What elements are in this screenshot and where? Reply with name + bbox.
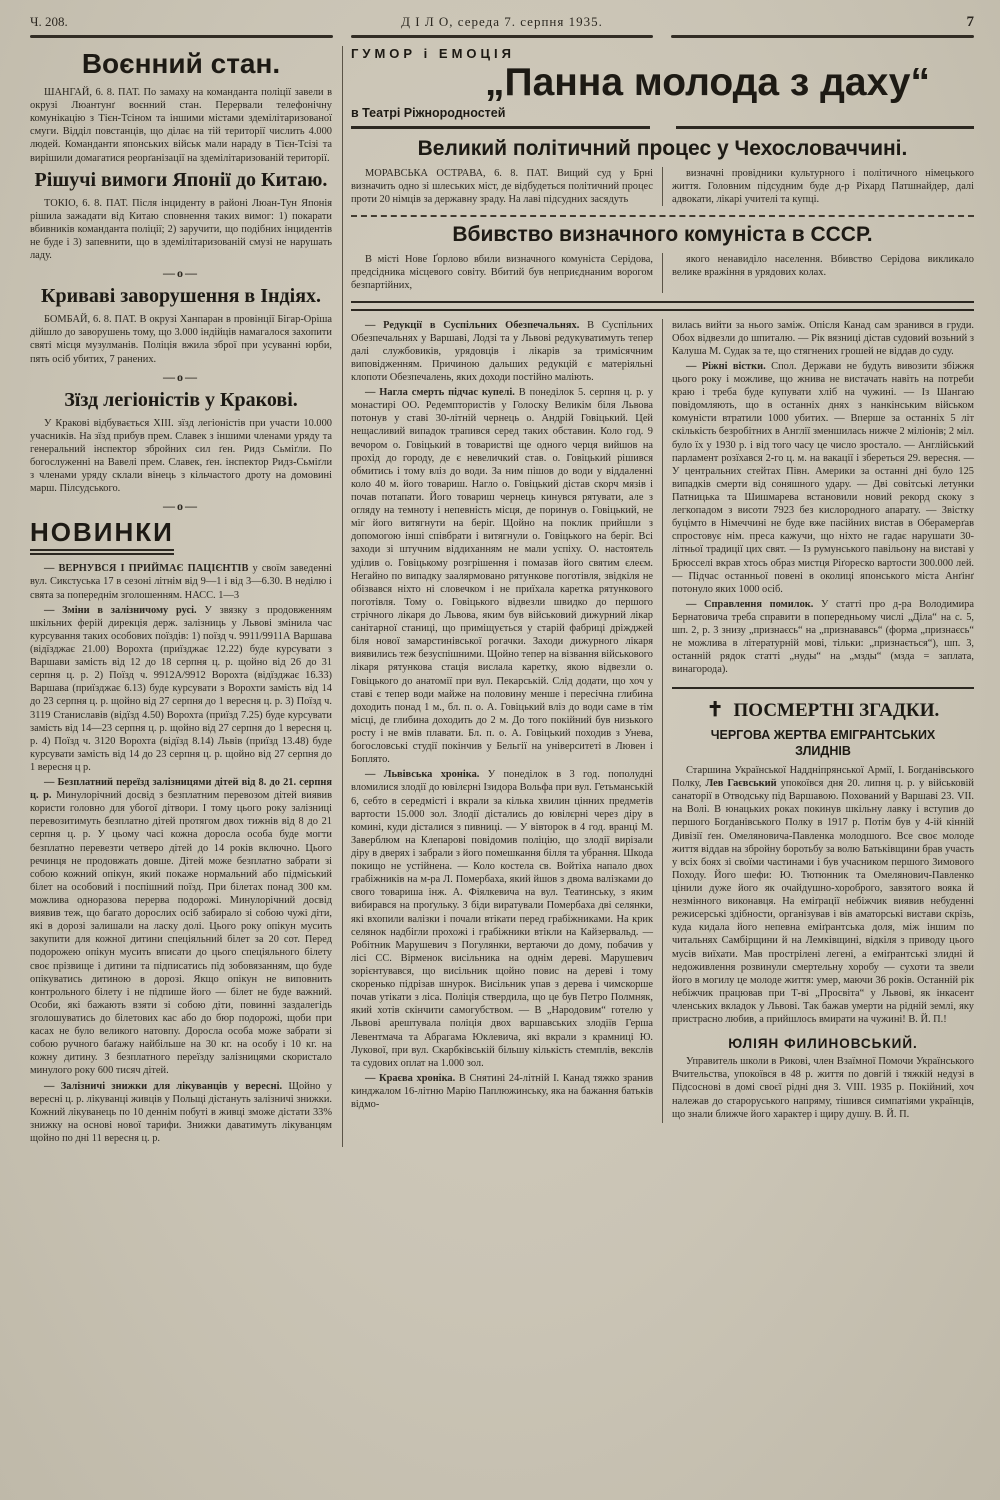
section-divider: —о— [163, 266, 199, 281]
right-column [663, 319, 974, 1123]
news-item: — Зміни в залізничому русі. У звязку з продовженням шкільних ферій дирекція держ. залізниць у Львові змінила час курсування таких особових поїздів: 1) поїзд ч. 9911/9911А Варшава (відїзджає 21.00) Ворохта (приїзджає 12.22) буде курсувати з Варшави замість від 12 до 18 серпня ц. р. щойно від 26 до 31 серпня ц. р. 2) Поїзд ч. 9912А/9912 Ворохта (відїзджає 16.33) Варшава (приїзджає 6.13) буде курсувати з Ворохти замість від 14 до 23 серпня ц. р. щойно від 27 серпня до 1 вересня ц. р. 3) Поїзд ч. 3119 Станиславів (відїзд 4.50) Ворохта (приїзд 7.25) буде курсувати замість від 14—23 серпня ц. р. щойно від 27 серпня до 1 вересня ц. р. 4) Поїзд ч. 3120 Ворохта (відїзд 8.14) Львів (приїзд 13.48) буде курсувати замість від 14 до 23 серпня ц. р. щойно від 27 серпня до 1 вересня ц р. [30, 604, 332, 773]
news-item: — Редукції в Суспільних Обезпечальнях. В Суспільних Обезпечальнях у Варшаві, Лодзі та у Львові редукуватимуть тепер далі службовиків, урядовців і лікарів за тримісячним виповідженням. Причиною дальших редукцій є матеріяльні клопоти Обезпечалень, яких доходи постійно маліють. [351, 319, 653, 384]
article-body-col2: якого ненавиділо населення. Вбивство Серідова викликало велике вражіння в урядових колах. [672, 254, 974, 279]
article-body-col1: В місті Нове Ґорлово вбили визначного комуніста Серідова, предсідника місцевого совіту. Вбитий був неприєднаним ворогом безпартійних, [351, 253, 663, 292]
feature-headline: „Панна молода з даху“ [485, 61, 930, 104]
article-headline: Рішучі вимоги Японії до Китаю. [34, 168, 328, 191]
article-columns [351, 253, 974, 294]
article-headline: Вбивство визначного комуніста в СССР. [452, 223, 873, 247]
news-item: — Львівська хроніка. У понеділок в 3 год. пополудні вломилися злодії до ювілєрні Ізидора Вольфа при вул. Гетьманській 6, себто в середмісті і вкрали за кілька хвилин цінних предметів вартости 15.000 зол. Злодії дістались до ювілєрні через діру в комині, куди дісталися з пивниці. — У вівторок в 4 год. вранці М. Заверблюм на Клепарові повідомив поліцію, що злодії вирізали діру в дверях і забрали з його помешкання білля та убрання. Шкода покищо не устійнена. — Коло костела св. Войтіха напало двох грабіжників на м-ра Л. Помербаха, який йшов з двома валізками до свого товариша інж. А. Фіялкевича на вул. Театинську, з яким вибирався на проґульку. З біди виратували Помербаха дві селянки, які вхопили валізки і почали втікати перед грабіжниками. На крик селянок надбігли прохожі і грабіжники втікли на Кайзервальд. — Робітник Марушевич з Погулянки, вертаючи до дому, побачив у лісі СС. Вірменок висільника на однім дереві. Марушевич зорієнтувався, що висільник щойно повис на дереві і тому скоренько підрізав шнурок. Висільник упав з дерева і чимскорше почав утікати з ліса. Поліція ствердила, що це був Петро Полмняк, який хотів скінчити самогубством. — В „Народовим“ готелю у Львові арештувала поліція двох варшавських злодіїв Герша Левентмача та Абрагама Юклевича, які вкрали з крамниці Ю. Лукової, при вул. Скарбківській більшу кількість стемплів, векслів та судових оплат на 1.000 зол. [351, 769, 653, 1069]
article-body-col2: визначні провідники культурного і політичного німецького життя. Головним підсудним буде д-р Ріхард Патшнайдер, далі адвокати, лікарі учителі та купці. [672, 167, 974, 206]
deceased-name: Лев Гаєвський [705, 778, 777, 790]
main-area [351, 46, 974, 1147]
novynky-title: НОВИНКИ [30, 517, 174, 555]
obituary-section [672, 687, 974, 1121]
masthead-title: Д І Л О, середа 7. серпня 1935. [401, 14, 603, 29]
article-body: ТОКІО, 6. 8. ПАТ. Після інциденту в районі Люан-Тун Японія рішила зажадати від Китаю сповнення таких вимог: 1) покарати вбивників команданта поліції; 2) заручити, що подібних інцидентів не буде і 3) запевнити, що в здемілітаризованій смузі не нарушать ладу. [30, 197, 332, 262]
obituary-body: Старшина Української Наддніпрянської Армії, І. Богданівського Полку, Лев Гаєвський упокоївся дня 20. липня ц. р. у військовій санаторії в Отводську під Варшавою. Похований у Варшаві 23. VII. на Волі. В юнацьких роках покинув шкільну лавку і вступив до першого Богданівського Полку в 1917 р. Потім був у 4-ій кінній Дивізії ґен. Омеляновича-Павленка молодшого. Все своє молоде життя віддав на збройну боротьбу за волю Батьківщини брав участь у всіх боях зі своїми частинами і був учасником першого Зимового Походу. Його шефи: Ю. Тютюнник та Омелянович-Павленко цінили дуже його як очайдушно-хороброго, завзятого вояка й незмінного виконавця. На еміґрації небіжчик виявив небуденні режисерські здібности, організував і вів аматорські вистави скрізь, куда кидала його непевна еміґрантська доля, між іншим по читальнях Самбірщини й на Лемківщині, відкіля з приводу цього мусів виїхати. Мав прострілені легені, а еміґрантські злидні й недоживлення розвинули смертельну хоробу — сухоти та звели його в могилу це молоде життя: умер, маючи 36 років. Останній рік небіжчик працював при Т-ві „Просвіта“ у Львові, як інкасент членських вкладок у Львові. Так бажав умерти на рідній землі, яку пристрасно любив, а прийшлось вмирати на чужині! В. Й. П.! [672, 765, 974, 1026]
article-murder [351, 223, 974, 294]
page-header [30, 14, 974, 31]
article-body: БОМБАЙ, 6. 8. ПАТ. В окрузі Ханпаран в провінції Бігар-Оріша дійшло до заворушень тому, що 3.000 індійців намагалося захопити святі місця музулманів. Поліція вжила зброї при усуванні юрби, пять осіб убитих, 7 ранених. [30, 314, 332, 365]
news-item: — ВЕРНУВСЯ І ПРИЙМАЄ ПАЦІЄНТІВ у своїм заведенні вул. Сикстуська 17 в сезоні літнім від 9—1 і від 3—6.30. В неділю і свята за попереднім зголошенням. НАСС. 1—3 [30, 563, 332, 601]
article-headline: Криваві заворушення в Індіях. [40, 285, 322, 308]
news-item: — Ріжні вістки. Спол. Держави не будуть вивозити збіжжя цього року і можливе, що жнива не вистачать навіть на потреби краю і треба буде купувати хліб на чужині. — Із Шангаю повідомляють, що в останніх днях з нанкінським військом комуністи втратили 1000 убитих. — Вперше за останніх 5 літ скількість безробітних в Англії зменшилась нижче 2 міліонів; 2 міл. було їх у 1930 р. і від того часу це число зростало. — Англійський парламент розїхався 2-го ц. м. на вакації і збереться 29. вересня. — У центральних стейтах Півн. Америки за останні дні було 125 випадків смерти від соняшного удару. — Дві совітські летунки Патницька та Шишмарева встановили новий рекорд скоку з легкопадом з висоти 7923 без кислородного апарату. — Звістку буцімто в Німеччині не буде вже пасійних вистав в Оберамерґав спростовує нім. преса кажучи, що ніхто не гадає нарушати 30-літньої традиції цих свят. — Із румунського павільону на виставі у Брюсселі вкрав хтось образ мистця Ріґореско вартости 300.000 лей. — Підчас останньої повені в околиці японського міста Анґінґ потонуло яких 1000 осіб. [672, 360, 974, 595]
article-process [351, 137, 974, 208]
section-divider: —о— [163, 369, 199, 384]
article-headline: Великий політичний процес у Чехословаччині. [417, 136, 908, 160]
news-item-continuation: вилась вийти за нього заміж. Опісля Канад сам зранився в груди. Обох відвезли до шпиталю. — Рік вязниці дістав судовий возьний з Калуша М. Судак за те, що стягнених грошей не віддав до суду. [672, 319, 974, 357]
obituary-subtitle: ЧЕРГОВА ЖЕРТВА ЕМІГРАНТСЬКИХ [710, 727, 936, 742]
page-content [30, 46, 974, 1147]
article-headline: Воєнний стан. [81, 48, 281, 79]
obituary-subtitle: ЗЛИДНІВ [795, 743, 851, 758]
lower-columns [351, 319, 974, 1123]
feature-subtitle: в Театрі Ріжнородностей [351, 105, 506, 120]
issue-number: Ч. 208. [30, 14, 68, 29]
middle-column [351, 319, 663, 1123]
article-war-state [30, 48, 332, 165]
article-body: У Кракові відбувається XIII. зїзд легіоністів при участи 10.000 учасників. На зїзд прибув прем. Славек з іншими членами уряду та генеральний інспектор збройних сил ґен. Ридз Сьміґли. По богослуженні на Вавелі прем. Славек, ґен. інспектор Ридз-Сьміґли з членами уряду склали вінець з кільчастого дроту на домовині марш. Пілсудського. [30, 417, 332, 495]
obituary-title: ✝ ПОСМЕРТНІ ЗГАДКИ. [706, 698, 940, 721]
news-item: — Справлення помилок. У статті про д-ра Володимира Бернатовича треба справити в попередньому числі „Діла“ на с. 5, шп. 2, р. 3 знизу „признаєсь“ на „признававсь“ (форма „признаєсь“ не можлива в літературній мові, тільки: „признається“), шп. 3, останній рядок статті „нуды“ на „мзды“ (мзда = заплата, винагорода). [672, 598, 974, 676]
double-rule [351, 301, 974, 311]
novynky-section-heading [30, 517, 332, 555]
news-item: — Безплатний переїзд залізницями дітей від 8. до 21. серпня ц. р. Минулорічний досвід з безплатним перевозом дітей виявив користи головно для убогої дітвори. І тому цього року залізниці перевозитимуть безплатно дітей протягом двох тижнів від 8 до 21 серпня ц. р. У цьому часі кожна доросла особа буде могти безплатно перевезти четверо дітей до 14 років включно. Цього речинця не продовжать довше. Дітей може безплатно забрати зі собою кожний опікун, який покаже нормальний або підміський білет на особовий і поспішний поїзд. При білетах понад 300 км. можлива одноразова перерва подорожі. Минулорічний досвід виявив теж, що багато дорослих осіб забирало зі собою чужі діти, які в дорозі залишали на ласку долі. Цього року опікун мусить закупити для кожної дитини спеціяльний білет за 20 сот. Перед подорожею опікун мусить вписати до цього спеціяльного білету своє прізвище і дитини та підписатись під зобовязанням, що буде опікуватись дитиною в дорозі. Якщо опікун не виповнить контрольного білету і не підпише його — білет не буде важний. Особи, які бажають взяти зі собою діти, повинні заздалегідь зголошуватись до білетових кас або до бюр подорожі, щоби при касах не було великого натовпу. Доросла особа може забрати зі собою ручного баґажу найбільше на 30 кг. на особу і 10 кг. на кожну дитину. З безплатного переїзду залізницями скористало минулого року 600 тисяч дітей. [30, 777, 332, 1077]
feature-rule [351, 126, 974, 129]
article-india-riots [30, 285, 332, 365]
obituary-body: Управитель школи в Рикові, член Взаїмної Помочи Українського Вчительства, упокоївся в 48 р. життя по довгій і тяжкій недузі в Підсоснові в домі своєї рідні дня 3. VIII. 1935 р. Покійний, хоч належав до староруського напряму, тішився симпатіями українців, що знали ближче його характер і щиру душу. В. Й. П. [672, 1056, 974, 1120]
article-body-col1: МОРАВСЬКА ОСТРАВА, 6. 8. ПАТ. Вищий суд у Брні визначить одно зі шлеських міст, де відбудеться політичний процес проти 20 німців за державну зраду. На лаві підсудних засядуть [351, 167, 663, 206]
cross-icon: ✝ [706, 698, 724, 721]
obituary-name: ЮЛІЯН ФИЛИНОВСЬКИЙ. [728, 1036, 918, 1052]
page-number: 7 [966, 14, 974, 30]
header-rule [30, 35, 974, 38]
feature-block [351, 46, 974, 120]
feature-kicker: ГУМОР і ЕМОЦІЯ [351, 46, 515, 61]
left-column [30, 46, 343, 1147]
article-japan-demands [30, 169, 332, 263]
article-krakow-congress [30, 389, 332, 496]
article-body: ШАНГАЙ, 6. 8. ПАТ. По замаху на команданта поліції завели в окрузі Люантунґ воєнний стан. Перервали телефонічну комунікацію з Тієн-Тсіном та іншими містами здемілітаризованої смуги. Відділ повстанців, що ділає на тій території числить 4.000 людей. Команданти японських військ мали нараду в Тієн-Тсізі та вирішили домагатися реорґанізації на здемілітаризованій території. [30, 87, 332, 164]
article-columns [351, 167, 974, 208]
article-headline: Зїзд легіоністів у Кракові. [64, 388, 298, 411]
news-item: — Краєва хроніка. В Снятині 24-літній І. Канад тяжко зранив кинджалом 16-літню Марію Паплюжинську, яка на бажання батьків відмо- [351, 1072, 653, 1111]
section-divider: —о— [163, 499, 199, 514]
news-item: — Залізничі знижки для лікуванців у вересні. Щойно у вересні ц. р. лікуванці живців у Польщі дістануть залізничі знижки. Кожний лікуванець по 10 деннім побуті в живці зможе дістати 33% знижку на основі нової тарифи. Знижки даватимуть лікуванцям щойно по дні 11 вересня ц. р. [30, 1080, 332, 1144]
news-item: — Нагла смерть підчас купелі. В понеділок 5. серпня ц. р. у монастирі ОО. Редемптористів у Голоску Великім біля Львова потонув у ставі 30-літній чернець о. Андрій Говіцький. Цей нещасливий випадок трапився серед таких обставин. Коло год. 9 вечором о. Говіцький в товаристві ще одного черця вийшов на прохід до городу, де є невеличкий став. о. Говіцький рішився обмитись і тому вліз до води. За ним пішов до води у віддаленні коло 40 м. його товариш. Нагло о. Говіцький дістав скорч мязів і почав потапати. Його товариш чернець кинувся рятувати, але з огляду на темноту і непевність місця, де поринув о. Говіцький, не міг його витягнути на беріг. Щойно на поклик прийшли з допомогою інші співбрати і витягнули о. Говіцького на беріг. Всі заходи зі штучним віддиханням не мали успіху. О. настоятель уділив о. Говіцькому розгрішення і помазав його святим єлеєм. Негайно по випадку заалярмовано рятункове поготівля, звідкіля не обізвався ніхто ні словечком і не приїхала каретка рятункового поготівля. Тому о. Говіцького відвезли швидко до першого стрічного лікаря до Львова, яким був військовий дижурний лікар санітарної станиці, що приміщується у старій фабриці дріжджей біля нової замарстинівської рогачки. Заходи дижурного лікаря виявились теж безуспішними. Щойно тепер на візвання військового лікаря рятункова стація вислала каретку, якою відвезли о. Говіцького до анатомії при вул. Пекарській. Слід додати, що хоч у ставі є тепер води майже на половину менше і пересічна глибина доходить понад 1 м., бл. п. о. А. Говіцький вліз до води саме в тім місці, де глибина доходить до 2 м. До того покійний був низького росту і не вмів плавати. Бл. п. о. А. Говіцький походив з Унева, богословські студії покінчив у Бельгії на університеті в Лювен і Боплято. [351, 387, 654, 766]
dashed-rule [351, 215, 974, 217]
